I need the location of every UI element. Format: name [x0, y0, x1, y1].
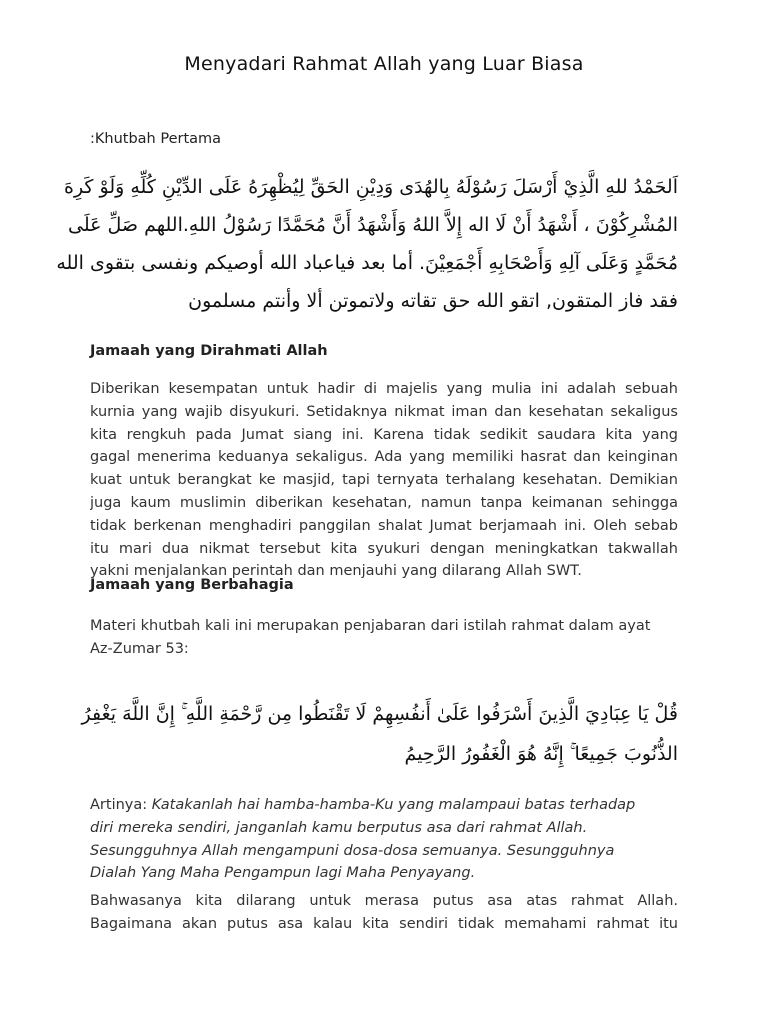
page-title: Menyadari Rahmat Allah yang Luar Biasa	[184, 53, 584, 75]
arabic-line: الذُّنُوبَ جَمِيعًا ۚ إِنَّهُ هُوَ الْغَفُورُ الرَّحِيمُ	[404, 743, 678, 765]
paragraph-line: kuat untuk berangkat ke masjid, tapi ternyata terhalang kesehatan. Demikian	[90, 472, 678, 489]
arabic-line: قُلْ يَا عِبَادِيَ الَّذِينَ أَسْرَفُوا عَلَىٰ أَنفُسِهِمْ لَا تَقْنَطُوا مِن رَّحْمَةِ اللَّهِ ۚ إِنَّ اللَّهَ يَغْفِرُ	[81, 703, 678, 725]
arabic-opening	[56, 168, 678, 320]
paragraph-line: juga kaum muslimin diberikan kesehatan, namun tanpa keimanan sehingga	[90, 494, 678, 511]
paragraph-line	[90, 794, 678, 817]
paragraph-line: yakni menjalankan perintah dan menjauhi yang dilarang Allah SWT.	[90, 563, 582, 580]
paragraph-line: Az-Zumar 53:	[90, 640, 189, 657]
paragraph-2	[90, 615, 678, 661]
translation-text: Katakanlah hai hamba-hamba-Ku yang malampaui batas terhadap	[151, 797, 636, 813]
arabic-line: اَلحَمْدُ للهِ الَّذِيْ أَرْسَلَ رَسُوْلَهُ بِالهُدَى وَدِيْنِ الحَقِّ لِيُظْهِرَهُ عَلَى الدِّيْنِ كُلِّهِ وَلَوْ كَرِهَ	[63, 176, 678, 198]
paragraph-1	[90, 378, 678, 583]
paragraph-line: Bagaimana akan putus asa kalau kita sendiri tidak memahami rahmat itu	[90, 915, 678, 932]
paragraph-line: Diberikan kesempatan untuk hadir di majelis yang mulia ini adalah sebuah	[90, 381, 678, 397]
paragraph-line: Bahwasanya kita dilarang untuk merasa putus asa atas rahmat Allah.	[90, 893, 678, 909]
paragraph-3	[90, 890, 678, 936]
arabic-line: فقد فاز المتقون, اتقو الله حق تقاته ولاتموتن ألا وأنتم مسلمون	[188, 290, 678, 312]
arabic-line: مُحَمَّدٍ وَعَلَى آلِهِ وَأَصْحَابِهِ أَجْمَعِيْنَ. أما بعد فياعباد الله أوصيكم ونفسى بتقوى الله	[56, 252, 678, 274]
section-heading: Jamaah yang Dirahmati Allah	[90, 343, 328, 359]
artinya-label: Artinya:	[90, 797, 152, 813]
translation-text: Sesungguhnya Allah mengampuni dosa-dosa semuanya. Sesungguhnya	[90, 842, 615, 859]
paragraph-line: kurnia yang wajib disyukuri. Setidaknya nikmat iman dan kesehatan sekaligus	[90, 403, 678, 420]
arabic-line: المُشْرِكُوْنَ ، أَشْهَدُ أَنْ لَا اله إِلاَّ اللهُ وَأَشْهَدُ أَنَّ مُحَمَّدًا رَسُوْلُ اللهِ.اللهم صَلِّ عَلَى	[68, 214, 678, 236]
translation-text: Dialah Yang Maha Pengampun lagi Maha Penyayang.	[90, 865, 476, 882]
khutbah-label: :Khutbah Pertama	[90, 131, 222, 147]
arabic-ayat	[81, 694, 678, 774]
section-heading: Jamaah yang Berbahagia	[90, 577, 294, 593]
paragraph-line: tidak berkenan menghadiri panggilan shalat Jumat berjamaah ini. Oleh sebab	[90, 517, 678, 534]
translation-text: diri mereka sendiri, janganlah kamu berputus asa dari rahmat Allah.	[90, 819, 588, 836]
paragraph-line: itu mari dua nikmat tersebut kita syukuri dengan meningkatkan takwallah	[90, 540, 678, 557]
paragraph-line: gagal menerima keduanya sekaligus. Ada yang memiliki hasrat dan keinginan	[90, 449, 678, 466]
paragraph-line: kita rengkuh pada Jumat siang ini. Karena tidak sedikit saudara kita yang	[90, 426, 678, 443]
artinya-block	[90, 794, 678, 885]
paragraph-line: Materi khutbah kali ini merupakan penjabaran dari istilah rahmat dalam ayat	[90, 618, 651, 634]
